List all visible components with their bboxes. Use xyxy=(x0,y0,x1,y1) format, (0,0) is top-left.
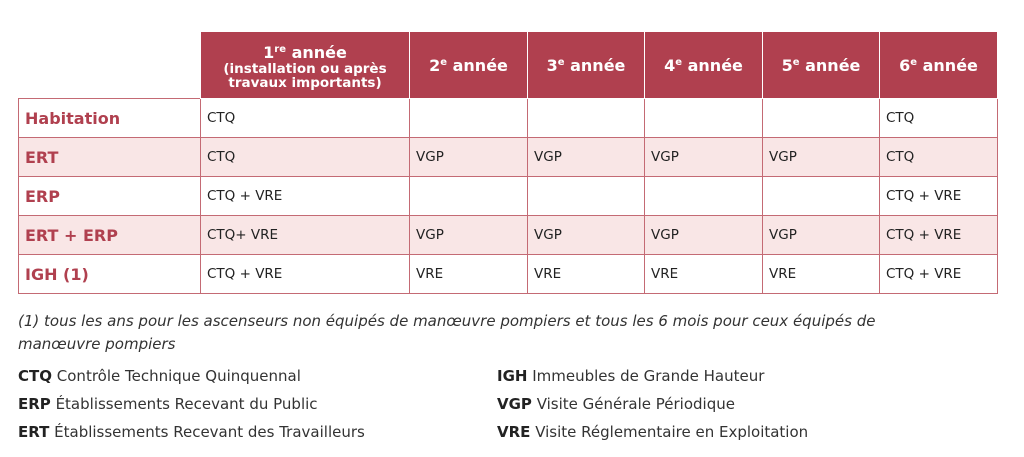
table-cell: CTQ + VRE xyxy=(880,177,998,216)
table-cell: CTQ + VRE xyxy=(880,216,998,255)
table-cell xyxy=(528,99,645,138)
header-year-2: 2e année xyxy=(410,32,528,99)
legend-right xyxy=(497,366,808,442)
header-year-3: 3e année xyxy=(528,32,645,99)
footnote xyxy=(18,310,1008,356)
table-cell: VRE xyxy=(645,255,763,294)
corner-cell xyxy=(19,32,201,99)
legend-text: Établissements Recevant des Travailleurs xyxy=(54,423,365,441)
table-cell: VGP xyxy=(410,216,528,255)
row-label: Habitation xyxy=(19,99,201,138)
legend-abbr: VGP xyxy=(497,395,532,413)
table-cell: VGP xyxy=(645,216,763,255)
table-cell: VRE xyxy=(763,255,880,294)
table-cell: CTQ+ VRE xyxy=(201,216,410,255)
legend-left xyxy=(18,366,365,442)
legend-text: Visite Réglementaire en Exploitation xyxy=(535,423,809,441)
table-cell: CTQ xyxy=(880,138,998,177)
legend-abbr: IGH xyxy=(497,367,528,385)
table-cell: VGP xyxy=(763,138,880,177)
table-row-habitation xyxy=(19,99,998,138)
header-year-4: 4e année xyxy=(645,32,763,99)
table-cell xyxy=(645,99,763,138)
legend-text: Contrôle Technique Quinquennal xyxy=(56,367,301,385)
table-cell: VGP xyxy=(410,138,528,177)
table-row-ert-erp xyxy=(19,216,998,255)
table-cell: CTQ + VRE xyxy=(201,255,410,294)
table-cell: VGP xyxy=(528,138,645,177)
legend-abbr: ERP xyxy=(18,395,51,413)
row-label: ERT xyxy=(19,138,201,177)
legend-abbr: VRE xyxy=(497,423,531,441)
table-cell: CTQ xyxy=(201,138,410,177)
legend-item xyxy=(18,422,365,442)
table-cell xyxy=(528,177,645,216)
table-cell xyxy=(410,177,528,216)
inspection-schedule-table xyxy=(18,32,998,294)
table-cell: CTQ + VRE xyxy=(201,177,410,216)
table-cell xyxy=(763,177,880,216)
legend-text: Visite Générale Périodique xyxy=(536,395,735,413)
legend-abbr: ERT xyxy=(18,423,50,441)
header-year-1-subtitle: (installation ou après travaux importants) xyxy=(223,60,387,91)
legend-text: Immeubles de Grande Hauteur xyxy=(532,367,765,385)
row-label: ERP xyxy=(19,177,201,216)
table-cell xyxy=(410,99,528,138)
table-row-igh xyxy=(19,255,998,294)
header-year-6: 6e année xyxy=(880,32,998,99)
header-year-5: 5e année xyxy=(763,32,880,99)
table-cell: CTQ xyxy=(201,99,410,138)
legend-item xyxy=(497,366,808,386)
table-cell: CTQ xyxy=(880,99,998,138)
legend-item xyxy=(18,366,365,386)
legend-text: Établissements Recevant du Public xyxy=(55,395,318,413)
footnote-line-2: manœuvre pompiers xyxy=(18,335,176,353)
legend-abbr: CTQ xyxy=(18,367,52,385)
table-cell: VRE xyxy=(528,255,645,294)
footnote-line-1: (1) tous les ans pour les ascenseurs non équipés de manœuvre pompiers et tous les 6 mois pour ceux équipés de xyxy=(18,312,876,330)
table-cell: VGP xyxy=(763,216,880,255)
header-year-1: 1re année (installation ou après travaux importants) xyxy=(201,32,410,99)
table-row-erp xyxy=(19,177,998,216)
table-cell: VGP xyxy=(645,138,763,177)
table-cell xyxy=(645,177,763,216)
table-cell: CTQ + VRE xyxy=(880,255,998,294)
row-label: ERT + ERP xyxy=(19,216,201,255)
legend-item xyxy=(497,422,808,442)
legend-item xyxy=(18,394,365,414)
table-cell: VGP xyxy=(528,216,645,255)
table-cell: VRE xyxy=(410,255,528,294)
table-row-ert xyxy=(19,138,998,177)
row-label: IGH (1) xyxy=(19,255,201,294)
table-cell xyxy=(763,99,880,138)
legend-item xyxy=(497,394,808,414)
header-row xyxy=(19,32,998,99)
